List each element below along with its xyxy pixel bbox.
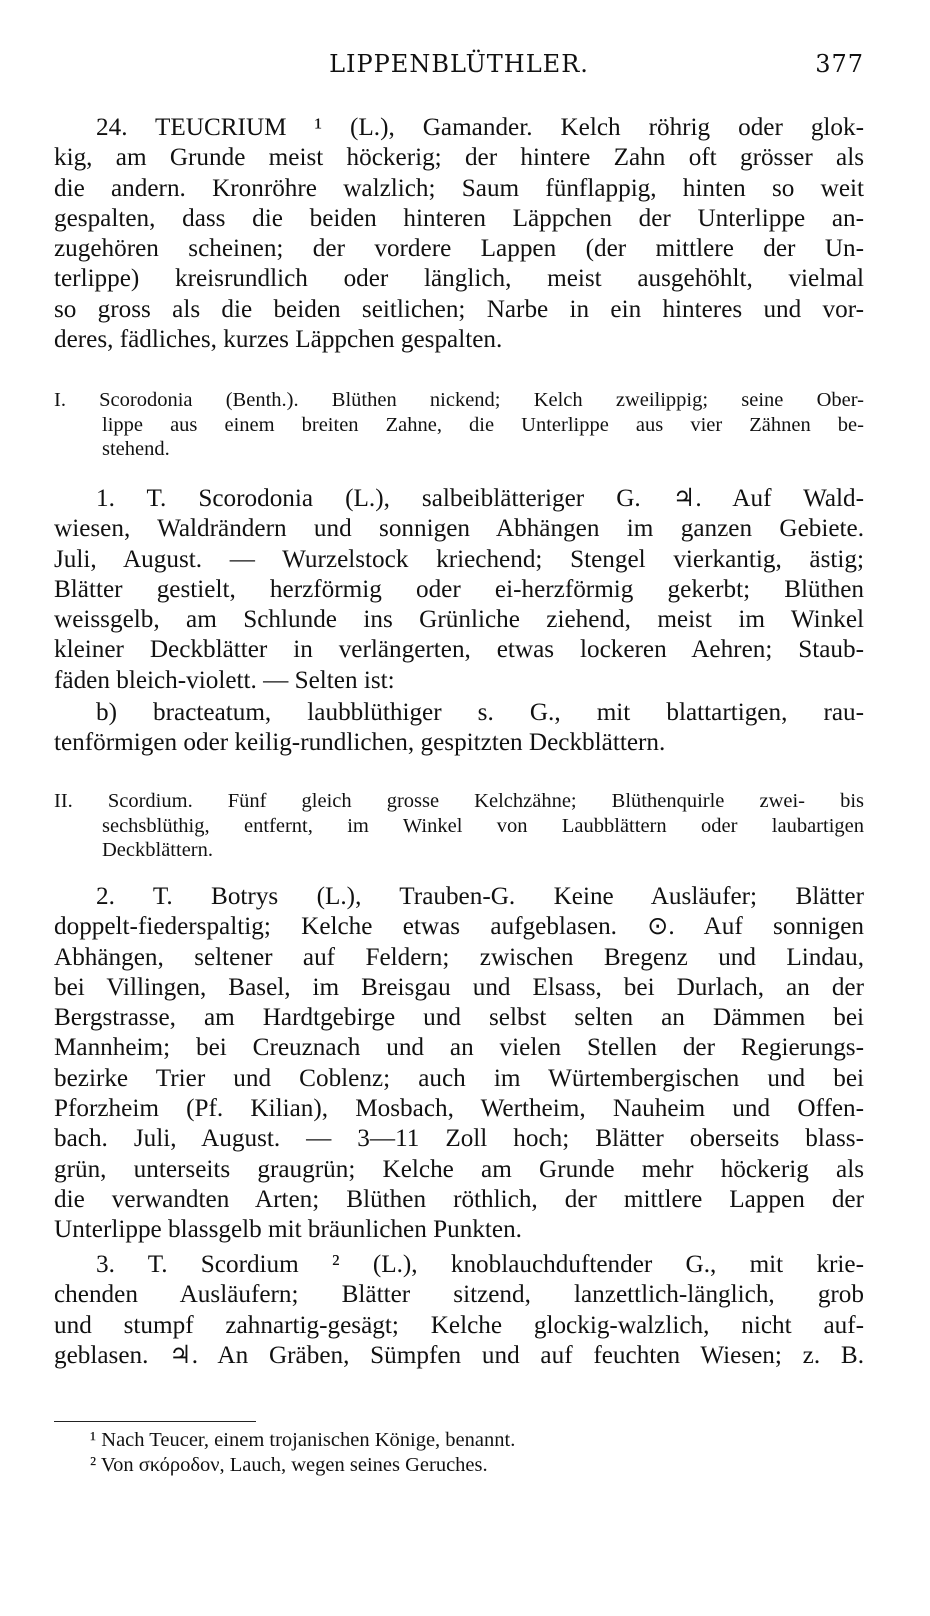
text-line: Abhängen, seltener auf Feldern; zwischen Bregenz und Lindau,: [54, 943, 864, 971]
text-line: II. Scordium. Fünf gleich grosse Kelchzähne; Blüthenquirle zwei- bis: [54, 790, 864, 812]
text-line: weissgelb, am Schlunde ins Grünliche ziehend, meist im Winkel: [54, 606, 864, 634]
text-line: stehend.: [102, 438, 170, 460]
text-line: lippe aus einem breiten Zahne, die Unterlippe aus vier Zähnen be-: [102, 413, 864, 436]
text-line: Blätter gestielt, herzförmig oder ei-herzförmig gekerbt; Blüthen: [54, 575, 864, 603]
text-line: I. Scorodonia (Benth.). Blüthen nickend; Kelch zweilippig; seine Ober-: [54, 389, 864, 411]
text-line: Unterlippe blassgelb mit bräunlichen Punkten.: [54, 1216, 522, 1244]
text-line: bei Villingen, Basel, im Breisgau und Elsass, bei Durlach, an der: [54, 973, 864, 1001]
section-scorodonia: [54, 388, 864, 462]
running-header: [54, 50, 864, 86]
species-botrys: [54, 882, 864, 1246]
text-line: b) bracteatum, laubblüthiger s. G., mit blattartigen, rau-: [96, 699, 864, 726]
text-line: Mannheim; bei Creuznach und an vielen Stellen der Regierungs-: [54, 1034, 864, 1062]
text-line: zugehören scheinen; der vordere Lappen (der mittlere der Un-: [54, 235, 864, 263]
text-line: geblasen. ♃. An Gräben, Sümpfen und auf feuchten Wiesen; z. B.: [54, 1341, 864, 1369]
text-line: sechsblüthig, entfernt, im Winkel von Laubblättern oder laubartigen: [102, 814, 864, 837]
text-line: die andern. Kronröhre walzlich; Saum fünflappig, hinten so weit: [54, 174, 864, 202]
text-line: Pforzheim (Pf. Kilian), Mosbach, Wertheim, Nauheim und Offen-: [54, 1095, 864, 1123]
page-number: 377: [815, 50, 864, 78]
text-line: terlippe) kreisrundlich oder länglich, meist ausgehöhlt, vielmal: [54, 265, 864, 293]
text-line: doppelt-fiederspaltig; Kelche etwas aufgeblasen. ⊙. Auf sonnigen: [54, 913, 864, 941]
section-scordium: [54, 789, 864, 863]
text-line: kleiner Deckblätter in verlängerten, etwas lockeren Aehren; Staub-: [54, 636, 864, 664]
text-line: 2. T. Botrys (L.), Trauben-G. Keine Ausläufer; Blätter: [96, 883, 864, 910]
text-line: fäden bleich-violett. — Selten ist:: [54, 666, 395, 694]
text-line: chenden Ausläufern; Blätter sitzend, lanzettlich-länglich, grob: [54, 1281, 864, 1309]
text-line: bach. Juli, August. — 3—11 Zoll hoch; Blätter oberseits blass-: [54, 1125, 864, 1153]
text-line: Bergstrasse, am Hardtgebirge und selbst selten an Dämmen bei: [54, 1004, 864, 1032]
text-line: Juli, August. — Wurzelstock kriechend; Stengel vierkantig, ästig;: [54, 545, 864, 573]
running-title: LIPPENBLÜTHLER.: [329, 50, 589, 78]
text-line: Deckblättern.: [102, 839, 213, 861]
text-line: grün, unterseits graugrün; Kelche am Grunde mehr höckerig als: [54, 1155, 864, 1183]
footnote-2: ² Von σκόροδον, Lauch, wegen seines Geruches.: [90, 1454, 488, 1476]
species-scorodonia: [54, 484, 864, 696]
footnote-rule: [54, 1421, 256, 1422]
text-line: 1. T. Scorodonia (L.), salbeiblätteriger G. ♃. Auf Wald-: [96, 485, 864, 512]
text-line: und stumpf zahnartig-gesägt; Kelche glockig-walzlich, nicht auf-: [54, 1311, 864, 1339]
text-line: bezirke Trier und Coblenz; auch im Würtembergischen und bei: [54, 1064, 864, 1092]
text-line: wiesen, Waldrändern und sonnigen Abhängen im ganzen Gebiete.: [54, 515, 864, 543]
text-line: so gross als die beiden seitlichen; Narbe in ein hinteres und vor-: [54, 295, 864, 323]
text-line: deres, fädliches, kurzes Läppchen gespalten.: [54, 326, 503, 354]
text-line: 3. T. Scordium ² (L.), knoblauchduftender G., mit krie-: [96, 1251, 864, 1278]
text-line: gespalten, dass die beiden hinteren Läppchen der Unterlippe an-: [54, 204, 864, 232]
text-line: kig, am Grunde meist höckerig; der hintere Zahn oft grösser als: [54, 144, 864, 172]
text-line: 24. TEUCRIUM ¹ (L.), Gamander. Kelch röhrig oder glok-: [96, 114, 864, 141]
variety-bracteatum: [54, 698, 864, 759]
genus-description: [54, 113, 864, 355]
species-scordium: [54, 1250, 864, 1371]
text-line: tenförmigen oder keilig-rundlichen, gespitzten Deckblättern.: [54, 729, 666, 757]
footnote-1: ¹ Nach Teucer, einem trojanischen Könige, benannt.: [90, 1429, 516, 1451]
text-line: die verwandten Arten; Blüthen röthlich, der mittlere Lappen der: [54, 1185, 864, 1213]
